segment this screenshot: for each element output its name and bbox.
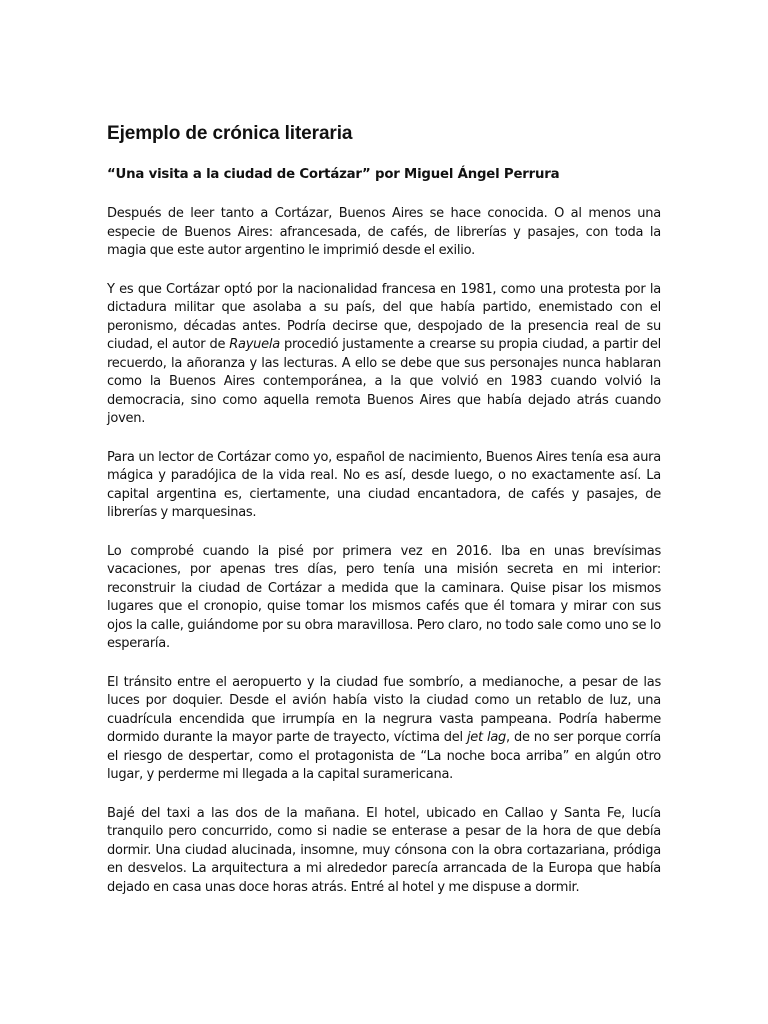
document-subtitle: “Una visita a la ciudad de Cortázar” por Miguel Ángel Perrura <box>107 167 560 182</box>
paragraph-5-text-2: , de no ser porque corría el riesgo de despertar, como el protagonista de “La noche boca arriba” en algún otro lugar, y perderme mi llegada a la capital suramericana. <box>107 730 661 782</box>
paragraph-2-text-1: Y es que Cortázar optó por la nacionalidad francesa en 1981, como una protesta por la dictadura militar que asolaba a su país, del que había partido, enemistado con el peronismo, décadas antes. Podría decirse que, despojado de la presencia real de su ciudad, el autor de <box>107 281 661 352</box>
document-title: Ejemplo de crónica literaria <box>107 123 353 144</box>
paragraph-5 <box>107 674 661 785</box>
paragraph-6: Bajé del taxi a las dos de la mañana. El hotel, ubicado en Callao y Santa Fe, lucía tranquilo pero concurrido, como si nadie se enterase a pesar de la hora de que debía dormir. Una ciudad alucinada, insomne, muy cónsona con la obra cortazariana, pródiga en desvelos. La arquitectura a mi alrededor parecía arrancada de la Europa que había dejado en casa unas doce horas atrás. Entré al hotel y me dispuse a dormir. <box>107 805 661 895</box>
paragraph-5-italic-term: jet lag <box>466 730 507 745</box>
paragraph-2-italic-title: Rayuela <box>229 337 280 352</box>
paragraph-2-text-2: procedió justamente a crearse su propia ciudad, a partir del recuerdo, la añoranza y las lecturas. A ello se debe que sus personajes nunca hablaran como la Buenos Aires contemporánea, a la que volvió en 1983 cuando volvió la democracia, sino como aquella remota Buenos Aires que había dejado atrás cuando joven. <box>107 337 661 426</box>
paragraph-2 <box>107 281 661 429</box>
paragraph-1: Después de leer tanto a Cortázar, Buenos Aires se hace conocida. O al menos una especie de Buenos Aires: afrancesada, de cafés, de librerías y pasajes, con toda la magia que este autor argentino le imprimió desde el exilio. <box>107 206 661 258</box>
document-body <box>107 122 661 917</box>
paragraph-4: Lo comprobé cuando la pisé por primera vez en 2016. Iba en unas brevísimas vacaciones, por apenas tres días, pero tenía una misión secreta en mi interior: reconstruir la ciudad de Cortázar a medida que la caminara. Quise pisar los mismos lugares que el cronopio, quise tomar los mismos cafés que él tomara y mirar con sus ojos la calle, guiándome por su obra maravillosa. Pero claro, no todo sale como uno se lo esperaría. <box>107 543 661 651</box>
paragraph-5-text-1: El tránsito entre el aeropuerto y la ciudad fue sombrío, a medianoche, a pesar de las luces por doquier. Desde el avión había visto la ciudad como un retablo de luz, una cuadrícula encendida que irrumpía en la negrura vasta pampeana. Podría haberme dormido durante la mayor parte de trayecto, víctima del <box>107 674 661 745</box>
paragraph-3: Para un lector de Cortázar como yo, español de nacimiento, Buenos Aires tenía esa aura mágica y paradójica de la vida real. No es así, desde luego, o no exactamente así. La capital argentina es, ciertamente, una ciudad encantadora, de cafés y pasajes, de librerías y marquesinas. <box>107 449 661 520</box>
